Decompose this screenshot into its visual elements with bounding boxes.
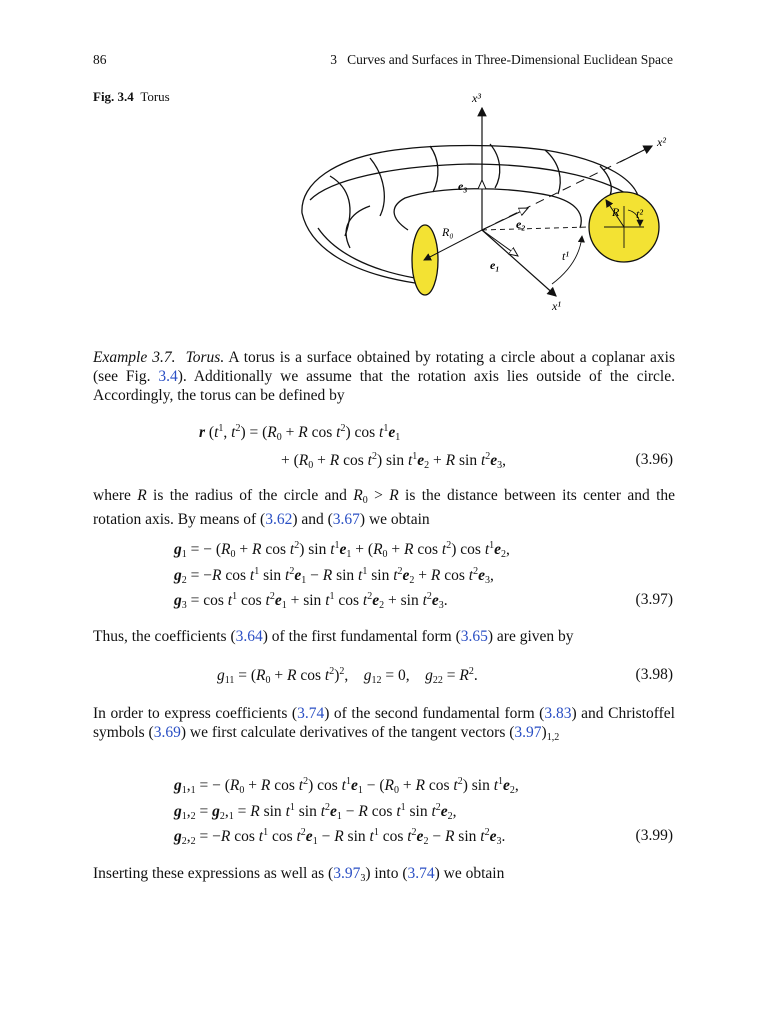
equation-3-97-line1: $g_1$ = − ($R_0 + R$ $\cos t^2$) $\sin t^1e_1 + (R_0 + R$ $\cos t^2$) $\cos t^1e_2$, <box>174 540 510 560</box>
ref-link[interactable]: 3.62 <box>265 511 293 528</box>
ref-link[interactable]: 3.74 <box>407 865 435 882</box>
equation-number: (3.98) <box>635 666 673 683</box>
t1-label: t¹ <box>562 249 569 263</box>
example-paragraph: Example 3.7. Torus. A torus is a surface obtained by rotating a circle about a coplanar axis (see Fig. 3.4). Additionally we assume that the rotation axis lies outside of the circle. Accordingly, the torus can be defined by <box>93 349 676 404</box>
torus-outer-edge <box>302 146 640 284</box>
x3-label: x³ <box>472 91 481 105</box>
equation-number: (3.99) <box>635 827 673 844</box>
paragraph-4: In order to express coefficients (3.74) of the second fundamental form (3.83) and Christoffel symbols (3.69) we first calculate derivatives of the tangent vectors $(3.97)_{1,2}$ <box>93 705 675 743</box>
e1-vector <box>482 230 518 256</box>
equation-3-97-line3: $g_3 = \cos t^1$ $\cos t^2e_1 + \sin t^1$ $\cos t^2e_2 + \sin t^2e_3$. <box>174 591 448 611</box>
paragraph-3: Thus, the coefficients (3.64) of the first fundamental form (3.65) are given by <box>93 628 574 645</box>
page-number: 86 <box>93 52 107 67</box>
figure-caption <box>93 89 170 105</box>
example-label: Example 3.7. <box>93 349 176 366</box>
ref-link[interactable]: 3.67 <box>332 511 360 528</box>
equation-3-96-line2: + ($R_0 + R$ $\cos t^2$) $\sin t^1e_2 + R$ $\sin t^2e_3$, <box>281 451 507 471</box>
ref-link[interactable]: 3.65 <box>460 628 488 645</box>
equation-3-97-line2: $g_2 = -R$ $\cos t^1$ $\sin t^2e_1 - R$ $\sin t^1$ $\sin t^2e_2 + R$ $\cos t^2e_3$, <box>174 566 494 586</box>
x2-label: x² <box>657 135 666 149</box>
paragraph-2: where R is the radius of the circle and $R_0 > R$ is the distance between its center and the rotation axis. By means of (3.62) and (3.67) we obtain <box>93 487 676 528</box>
ref-link[interactable]: 3.97 <box>514 724 542 741</box>
ref-link[interactable]: 3.97 <box>333 865 361 882</box>
r-label: R <box>612 205 620 219</box>
equation-3-96-line1: r ($t^1$, $t^2) = (R_0 + R$ $\cos t^2$) $\cos t^1e_1$ <box>199 423 401 443</box>
equation-number: (3.96) <box>635 451 673 468</box>
ref-link[interactable]: 3.4 <box>158 368 178 385</box>
figure-label: Fig. 3.4 <box>93 89 134 104</box>
e3-label: e₃ <box>458 179 468 193</box>
x1-label: x¹ <box>552 299 561 313</box>
equation-3-99-line3: $g_2,_2 = -R$ $\cos t^1$ $\cos t^2e_1 - R$ $\sin t^1$ $\cos t^2e_2 - R$ $\sin t^2e_3$. <box>174 827 506 847</box>
e1-label: e₁ <box>490 258 500 272</box>
equation-3-98: $g_{11} = (R_0 + R$ $\cos t^2)^2$, $g_{12} = 0$, $g_{22} = R^2$. <box>217 666 478 686</box>
torus-figure <box>290 88 690 318</box>
t2-label: t² <box>636 207 643 221</box>
equation-number: (3.97) <box>635 591 673 608</box>
paragraph-5: Inserting these expressions as well as $(3.97_3)$ into (3.74) we obtain <box>93 865 505 884</box>
equation-3-99-line2: $g_1,_2 = g_2,_1 = R$ $\sin t^1$ $\sin t^2e_1 - R$ $\cos t^1$ $\sin t^2e_2$, <box>174 802 457 822</box>
e2-label: e₂ <box>516 217 526 231</box>
ref-link[interactable]: 3.83 <box>544 705 572 722</box>
equation-3-99-line1: $g_1,_1$ = − ($R_0 + R$ $\cos t^2$) $\cos t^1e_1 - (R_0 + R$ $\cos t^2$) $\sin t^1e_2$, <box>174 776 519 796</box>
running-title: 3 Curves and Surfaces in Three-Dimensional Euclidean Space <box>330 52 673 67</box>
ref-link[interactable]: 3.74 <box>297 705 325 722</box>
ref-link[interactable]: 3.64 <box>235 628 263 645</box>
r0-label: R₀ <box>442 225 454 239</box>
example-title: Torus. <box>185 349 225 366</box>
figure-caption-text: Torus <box>140 89 170 104</box>
ref-link[interactable]: 3.69 <box>153 724 181 741</box>
